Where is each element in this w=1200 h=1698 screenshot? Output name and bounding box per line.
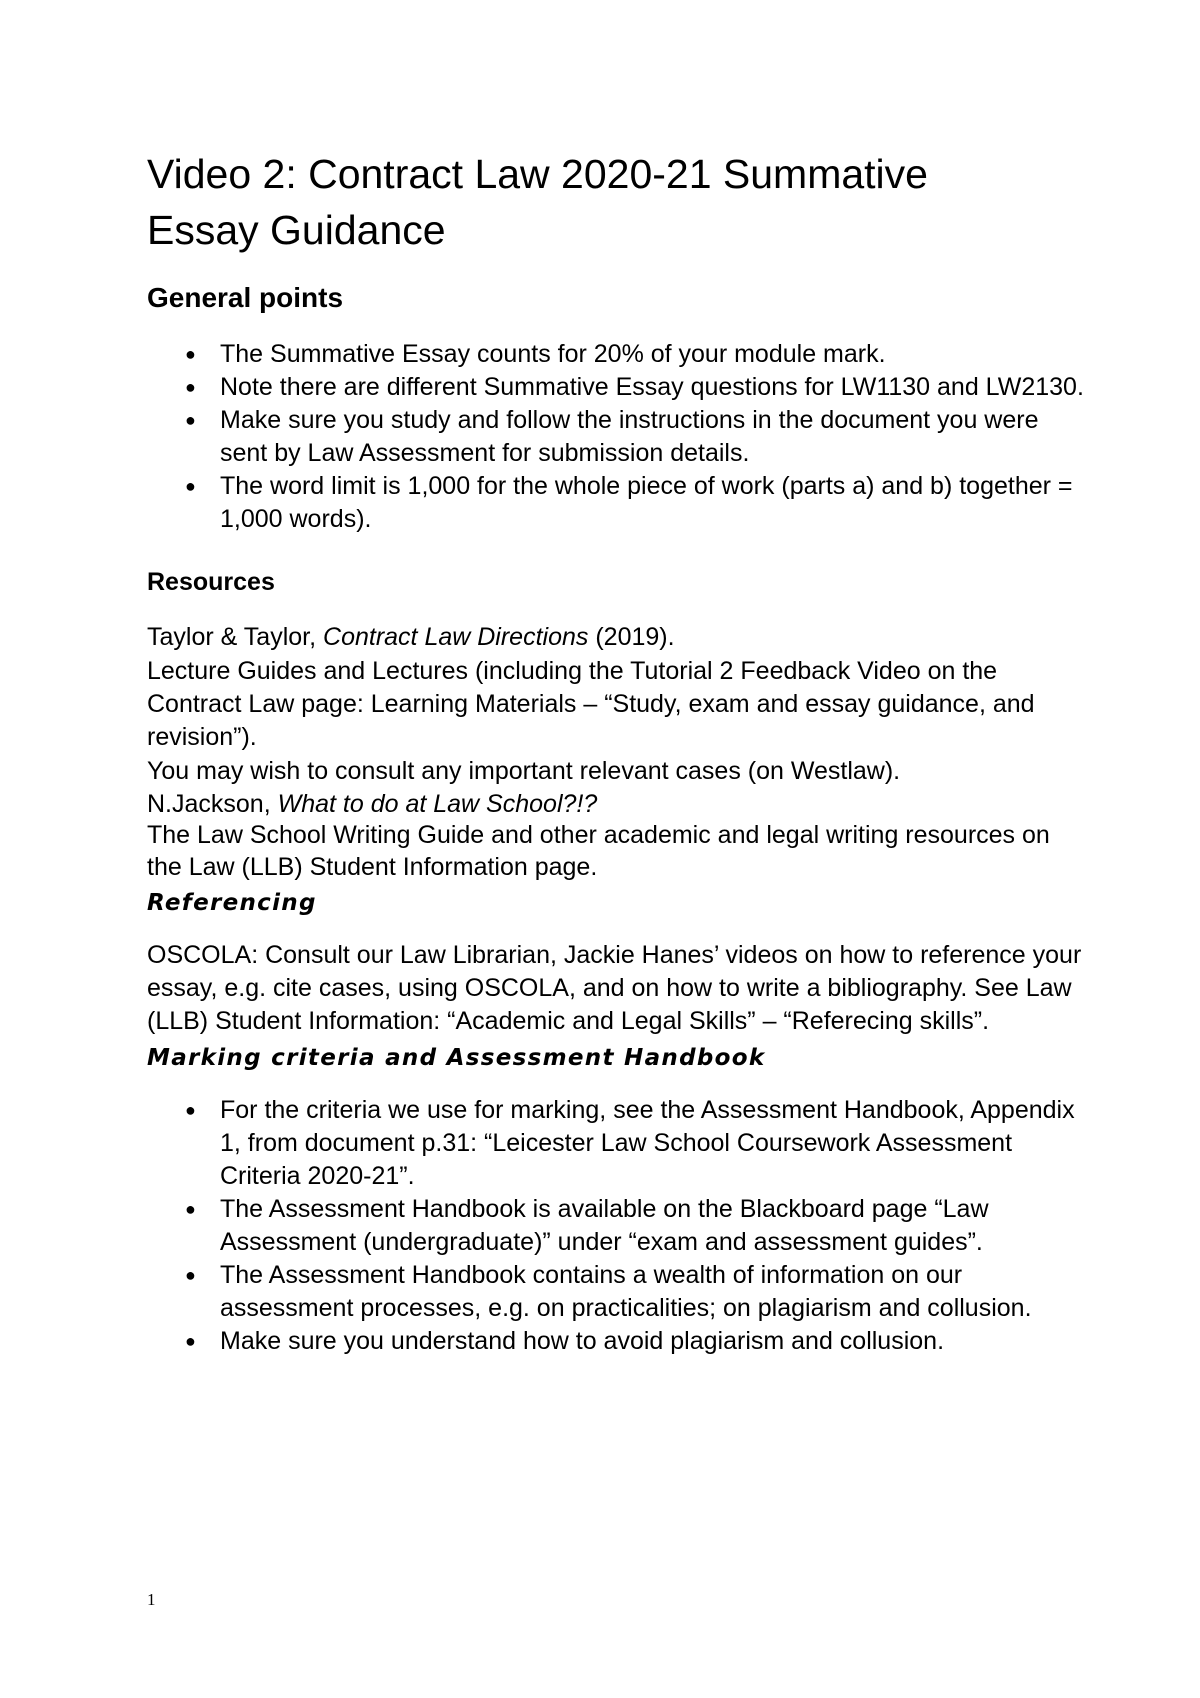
bullet-icon: ●: [185, 410, 196, 430]
resources-block: [147, 620, 1087, 883]
bullet-icon: ●: [185, 344, 196, 364]
document-content: [147, 146, 1087, 1358]
list-item: ● For the criteria we use for marking, see the Assessment Handbook, Appendix 1, from document p.31: “Leicester Law School Coursework Assessment Criteria 2020-21”.: [185, 1096, 1075, 1190]
list-item: ● Make sure you understand how to avoid plagiarism and collusion.: [147, 1325, 1087, 1358]
resource-line: N.Jackson, What to do at Law School?!?: [147, 790, 598, 818]
title-line-2: Essay Guidance: [147, 207, 446, 253]
resource-line: You may wish to consult any important relevant cases (on Westlaw).: [147, 757, 901, 785]
resources-heading: Resources: [147, 568, 275, 596]
marking-list: [147, 1094, 1087, 1358]
bullet-icon: ●: [185, 1265, 196, 1285]
referencing-block: [147, 939, 1087, 1038]
document-title: [147, 146, 1087, 258]
list-item: ● The Summative Essay counts for 20% of your module mark.: [147, 338, 1087, 371]
resource-line: Taylor & Taylor, Contract Law Directions (2019).: [147, 623, 675, 651]
list-item: ● The word limit is 1,000 for the whole piece of work (parts a) and b) together = 1,000 words).: [185, 472, 1073, 533]
bullet-icon: ●: [185, 377, 196, 397]
page-number: 1: [147, 1590, 156, 1609]
list-item: ● Make sure you study and follow the instructions in the document you were sent by Law Assessment for submission details.: [185, 406, 1039, 467]
title-line-1: Video 2: Contract Law 2020-21 Summative: [147, 151, 928, 197]
general-points-list: [147, 338, 1087, 536]
marking-heading: Marking criteria and Assessment Handbook: [147, 1045, 766, 1071]
bullet-icon: ●: [185, 476, 196, 496]
resource-line: Lecture Guides and Lectures (including the Tutorial 2 Feedback Video on the Contract Law page: Learning Materials – “Study, exam and essay guidance, and revision”).: [147, 657, 1035, 751]
list-item: ● The Assessment Handbook is available on the Blackboard page “Law Assessment (undergraduate)” under “exam and assessment guides”.: [185, 1195, 989, 1256]
bullet-icon: ●: [185, 1199, 196, 1219]
list-item: ● The Assessment Handbook contains a wealth of information on our assessment processes, e.g. on practicalities; on plagiarism and collusion.: [185, 1261, 1032, 1322]
referencing-text: OSCOLA: Consult our Law Librarian, Jackie Hanes’ videos on how to reference your essay, e.g. cite cases, using OSCOLA, and on how to write a bibliography. See Law (LLB) Student Information: “Academic and Legal Skills” – “Referecing skills”.: [147, 941, 1082, 1035]
bullet-icon: ●: [185, 1100, 196, 1120]
bullet-icon: ●: [185, 1331, 196, 1351]
resource-line: The Law School Writing Guide and other academic and legal writing resources on the Law (LLB) Student Information page.: [147, 821, 1050, 881]
general-points-heading: General points: [147, 282, 344, 313]
list-item: ● Note there are different Summative Essay questions for LW1130 and LW2130.: [147, 371, 1087, 404]
referencing-heading: Referencing: [147, 890, 317, 916]
